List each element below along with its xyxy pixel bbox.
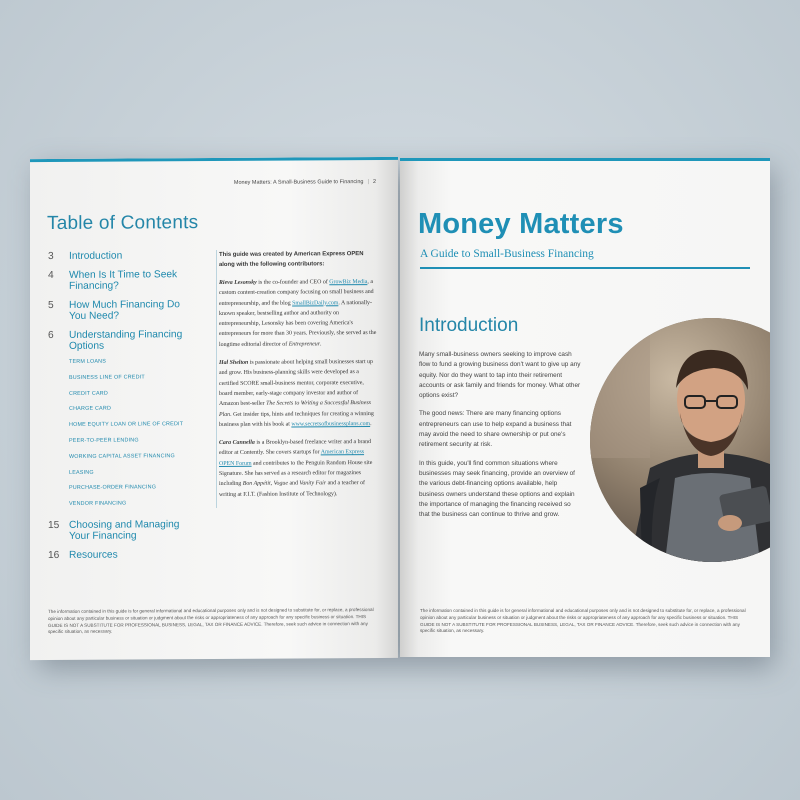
page-top-rule [400,158,770,161]
toc-item[interactable] [48,299,208,322]
growbiz-link[interactable]: GrowBiz Media [329,279,368,286]
toc-page-number: 16 [48,549,60,561]
right-page [400,158,770,657]
toc-subitem[interactable]: CREDIT CARD [69,390,108,397]
intro-paragraph: Many small-business owners seeking to improve cash flow to fund a growing business don't want to give up any equity. Nor do they want to tap into their retirement accounts or ask family and friends for money. What other options exist? [419,351,581,400]
contributor-bio: Cara Cannella is a Brooklyn-based freelance writer and a brand editor at Contently. She covers startups for American Express OPEN Forum and contributes to the Penguin Random House site Signature. She has served as a research editor for magazines including Bon Appétit, Vogue and Vanity Fair and a teacher of writing at F.I.T. (Fashion Institute of Technology). [219,439,373,498]
intro-paragraph: In this guide, you'll find common situations where businesses may seek financing, provide an overview of the various debt-financing options available, help business owners understand these options and explain the importance of managing the financing received so that the business can continue to thrive and grow. [419,459,575,519]
toc-subitem[interactable]: VENDOR FINANCING [69,500,127,508]
toc-subitem[interactable]: TERM LOANS [69,358,107,365]
contributors-intro: This guide was created by American Express OPEN along with the following contributors: [219,251,364,268]
toc-list [48,250,208,569]
page-number: 2 [372,179,376,186]
disclaimer-left: The information contained in this guide is for general informational and educational purposes only and is not designed to substitute for, or replace, a professional opinion about any particular business or situation or judgment about the risks or appropriateness of any approach for any specific business or situation. THIS GUIDE IS NOT A SUBSTITUTE FOR PROFESSIONAL BUSINESS, LEGAL, TAX OR FINANCE ADVICE. Therefore, seek such advice in connection with any specific situation, as necessary. [48,607,374,635]
introduction-body [419,350,581,528]
toc-page-number: 3 [48,250,54,263]
toc-label: Introduction [69,250,123,262]
running-head-title: Money Matters: A Small-Business Guide to Financing [233,179,364,186]
toc-item[interactable] [48,549,208,561]
contributor-bio: Hal Shelton is passionate about helping small businesses start up and grow. His business-planning skills were developed as a certified SCORE small-business mentor, corporate executive, board member, early-stage company investor and author of Amazon best-seller The Secrets to Writing a Successful Business Plan. Get insider tips, hints and techniques for creating a winning business plan with his book at www.secretsofbusinessplans.com. [219,359,374,428]
toc-subitem[interactable]: LEASING [69,469,94,476]
title-rule [420,267,750,269]
contributor-bio: Rieva Lesonsky is the co-founder and CEO of GrowBiz Media, a custom content-creation company focusing on small business and entrepreneurship, and the blog SmallBizDaily.com. A nationally-known speaker, bestselling author and authority on entrepreneurship, Lesonsky has been covering America's entrepreneurs for more than 30 years. Previously, she served as the longtime editorial director of Entrepreneur. [219,279,377,348]
toc-page-number: 6 [48,329,54,342]
cover-subtitle: A Guide to Small-Business Financing [420,248,594,260]
toc-subitems [69,357,208,516]
toc-item[interactable] [48,329,208,352]
toc-subitem[interactable]: WORKING CAPITAL ASSET FINANCING [69,453,175,460]
toc-item[interactable] [48,519,208,542]
toc-title: Table of Contents [47,212,199,235]
toc-label: Resources [69,549,118,561]
introduction-heading: Introduction [419,315,519,336]
cover-title: Money Matters [418,208,624,240]
toc-label: Understanding Financing Options [69,329,183,352]
running-head: Money Matters: A Small-Business Guide to Financing | 2 [233,179,376,186]
toc-page-number: 4 [48,269,54,282]
toc-page-number: 5 [48,299,54,312]
disclaimer-right: The information contained in this guide is for general informational and educational purposes only and is not designed to substitute for, or replace, a professional opinion about any particular business or situation or judgment about the risks or appropriateness of any approach for any specific business or situation. THIS GUIDE IS NOT A SUBSTITUTE FOR PROFESSIONAL BUSINESS, LEGAL, TAX OR FINANCE ADVICE. Therefore, seek such advice in connection with any specific situation, as necessary. [420,608,746,634]
contributor-name: Cara Cannella [219,439,255,447]
toc-label: When Is It Time to Seek Financing? [69,269,178,292]
photo-illustration [590,318,770,562]
intro-paragraph: The good news: There are many financing options entrepreneurs can use to help expand a business that may avoid the need to share ownership or put one's retirement security at risk. [419,410,572,449]
contributors-column [216,249,377,508]
contributor-name: Rieva Lesonsky [219,279,257,286]
toc-page-number: 15 [48,519,60,531]
toc-label: How Much Financing Do You Need? [69,299,180,322]
toc-item[interactable] [48,269,208,292]
left-page [30,157,398,660]
toc-item[interactable] [48,250,208,262]
business-owner-photo [590,318,770,562]
toc-subitem[interactable]: PURCHASE-ORDER FINANCING [69,484,157,492]
toc-subitem[interactable]: CHARGE CARD [69,406,112,413]
toc-label: Choosing and Managing Your Financing [69,519,180,542]
smallbizdaily-link[interactable]: SmallBizDaily.com [292,299,339,307]
toc-subitem[interactable]: BUSINESS LINE OF CREDIT [69,374,145,381]
toc-subitem[interactable]: PEER-TO-PEER LENDING [69,437,139,444]
open-forum-link[interactable]: American Express OPEN Forum [219,449,365,467]
toc-subitem[interactable]: HOME EQUITY LOAN OR LINE OF CREDIT [69,421,184,429]
secretsofbusinessplans-link[interactable]: www.secretsofbusinessplans.com [291,420,371,428]
contributor-name: Hal Shelton [219,359,249,367]
